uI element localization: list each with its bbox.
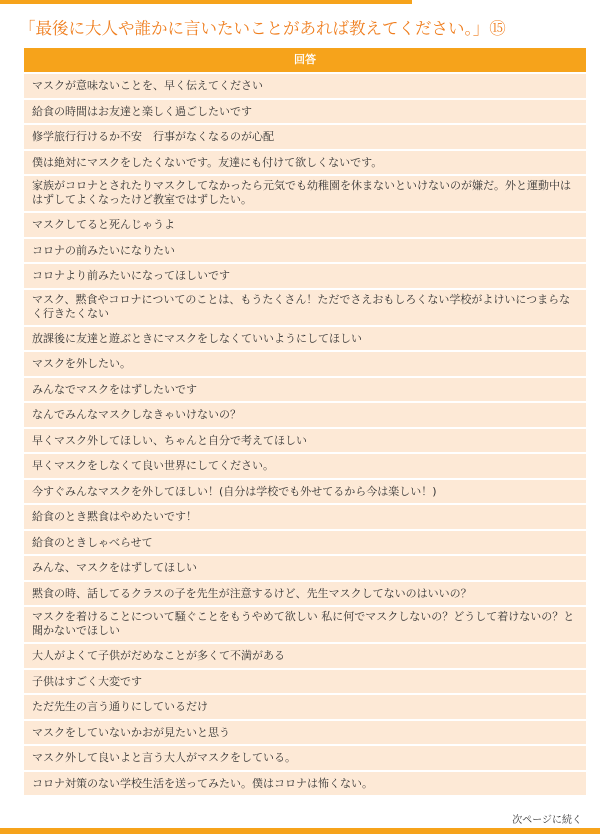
- table-row: [24, 746, 586, 770]
- answers-table: [24, 48, 586, 797]
- table-row: [24, 695, 586, 719]
- table-row: [24, 454, 586, 478]
- page-title: 「最後に大人や誰かに言いたいことがあれば教えてください。」⑮: [19, 19, 506, 38]
- row-text: コロナ対策のない学校生活を送ってみたい。僕はコロナは怖くない。: [32, 776, 373, 790]
- table-row: [24, 670, 586, 694]
- table-row: [24, 213, 586, 237]
- row-text: マスク、黙食やコロナについてのことは、もうたくさん！ただでさえおもしろくない学校がよけいにつまらなく行きたくない: [32, 292, 571, 320]
- top-accent-bar: [0, 0, 412, 4]
- table-row: [24, 531, 586, 555]
- row-text: 給食のときしゃべらせて: [32, 535, 153, 549]
- row-text: 給食の時間はお友達と楽しく過ごしたいです: [32, 104, 252, 118]
- row-text: マスクが意味ないことを、早く伝えてください: [32, 79, 263, 92]
- row-text: マスク外して良いよと言う大人がマスクをしている。: [32, 751, 296, 764]
- table-row: [24, 151, 586, 175]
- table-row: [24, 582, 586, 606]
- row-text: 子供はすごく大変です: [32, 674, 142, 688]
- row-text: 早くマスク外してほしい、ちゃんと自分で考えてほしい: [32, 433, 307, 447]
- row-text: マスクを着けることについて騒ぐことをもうやめて欲しい 私に何でマスクしないの？どうして着けないの？と聞かないでほしい: [32, 610, 575, 637]
- row-text: みんなでマスクをはずしたいです: [32, 382, 197, 396]
- table-row: [24, 403, 586, 427]
- table-row: [24, 100, 586, 124]
- bottom-accent-bar: [0, 828, 600, 834]
- table-row: [24, 721, 586, 745]
- row-text: なんでみんなマスクしなきゃいけないの？: [32, 408, 241, 421]
- table-row: [24, 290, 586, 325]
- table-row: [24, 125, 586, 149]
- table-header: 回答: [24, 48, 586, 72]
- row-text: 修学旅行行けるか不安 行事がなくなるのが心配: [32, 130, 274, 143]
- table-row: [24, 74, 586, 98]
- row-text: 放課後に友達と遊ぶときにマスクをしなくていいようにしてほしい: [32, 331, 362, 345]
- table-row: [24, 378, 586, 402]
- table-row: [24, 556, 586, 580]
- row-text: マスクしてると死んじゃうよ: [32, 218, 175, 231]
- table-row: [24, 429, 586, 453]
- row-text: 今すぐみんなマスクを外してほしい！(自分は学校でも外せてるから今は楽しい！): [32, 484, 437, 498]
- row-text: コロナの前みたいになりたい: [32, 243, 175, 257]
- table-row: [24, 480, 586, 504]
- continue-note: 次ページに続く: [512, 815, 582, 826]
- row-text: 早くマスクをしなくて良い世界にしてください。: [32, 459, 274, 472]
- row-text: 給食のとき黙食はやめたいです！: [32, 510, 197, 523]
- row-text: 家族がコロナとされたりマスクしてなかったら元気でも幼稚園を休まないといけないのが嫌だ。外と運動中ははずしてよくなったけど教室ではずしたい。: [32, 179, 571, 206]
- table-row: [24, 505, 586, 529]
- table-row: [24, 264, 586, 288]
- table-row: [24, 772, 586, 796]
- row-text: 僕は絶対にマスクをしたくないです。友達にも付けて欲しくないです。: [32, 155, 383, 169]
- row-text: 大人がよくて子供がだめなことが多くて不満がある: [32, 649, 285, 662]
- row-text: コロナより前みたいになってほしいです: [32, 269, 230, 282]
- row-text: みんな、マスクをはずしてほしい: [32, 561, 197, 574]
- row-text: ただ先生の言う通りにしているだけ: [32, 700, 208, 713]
- table-row: [24, 176, 586, 211]
- row-text: マスクを外したい。: [32, 357, 131, 370]
- table-row: [24, 644, 586, 668]
- table-row: [24, 239, 586, 263]
- table-row: [24, 327, 586, 351]
- table-row: [24, 352, 586, 376]
- row-text: 黙食の時、話してるクラスの子を先生が注意するけど、先生マスクしてないのはいいの？: [32, 586, 472, 600]
- row-text: マスクをしていないかおが見たいと思う: [32, 725, 230, 739]
- table-row: [24, 607, 586, 642]
